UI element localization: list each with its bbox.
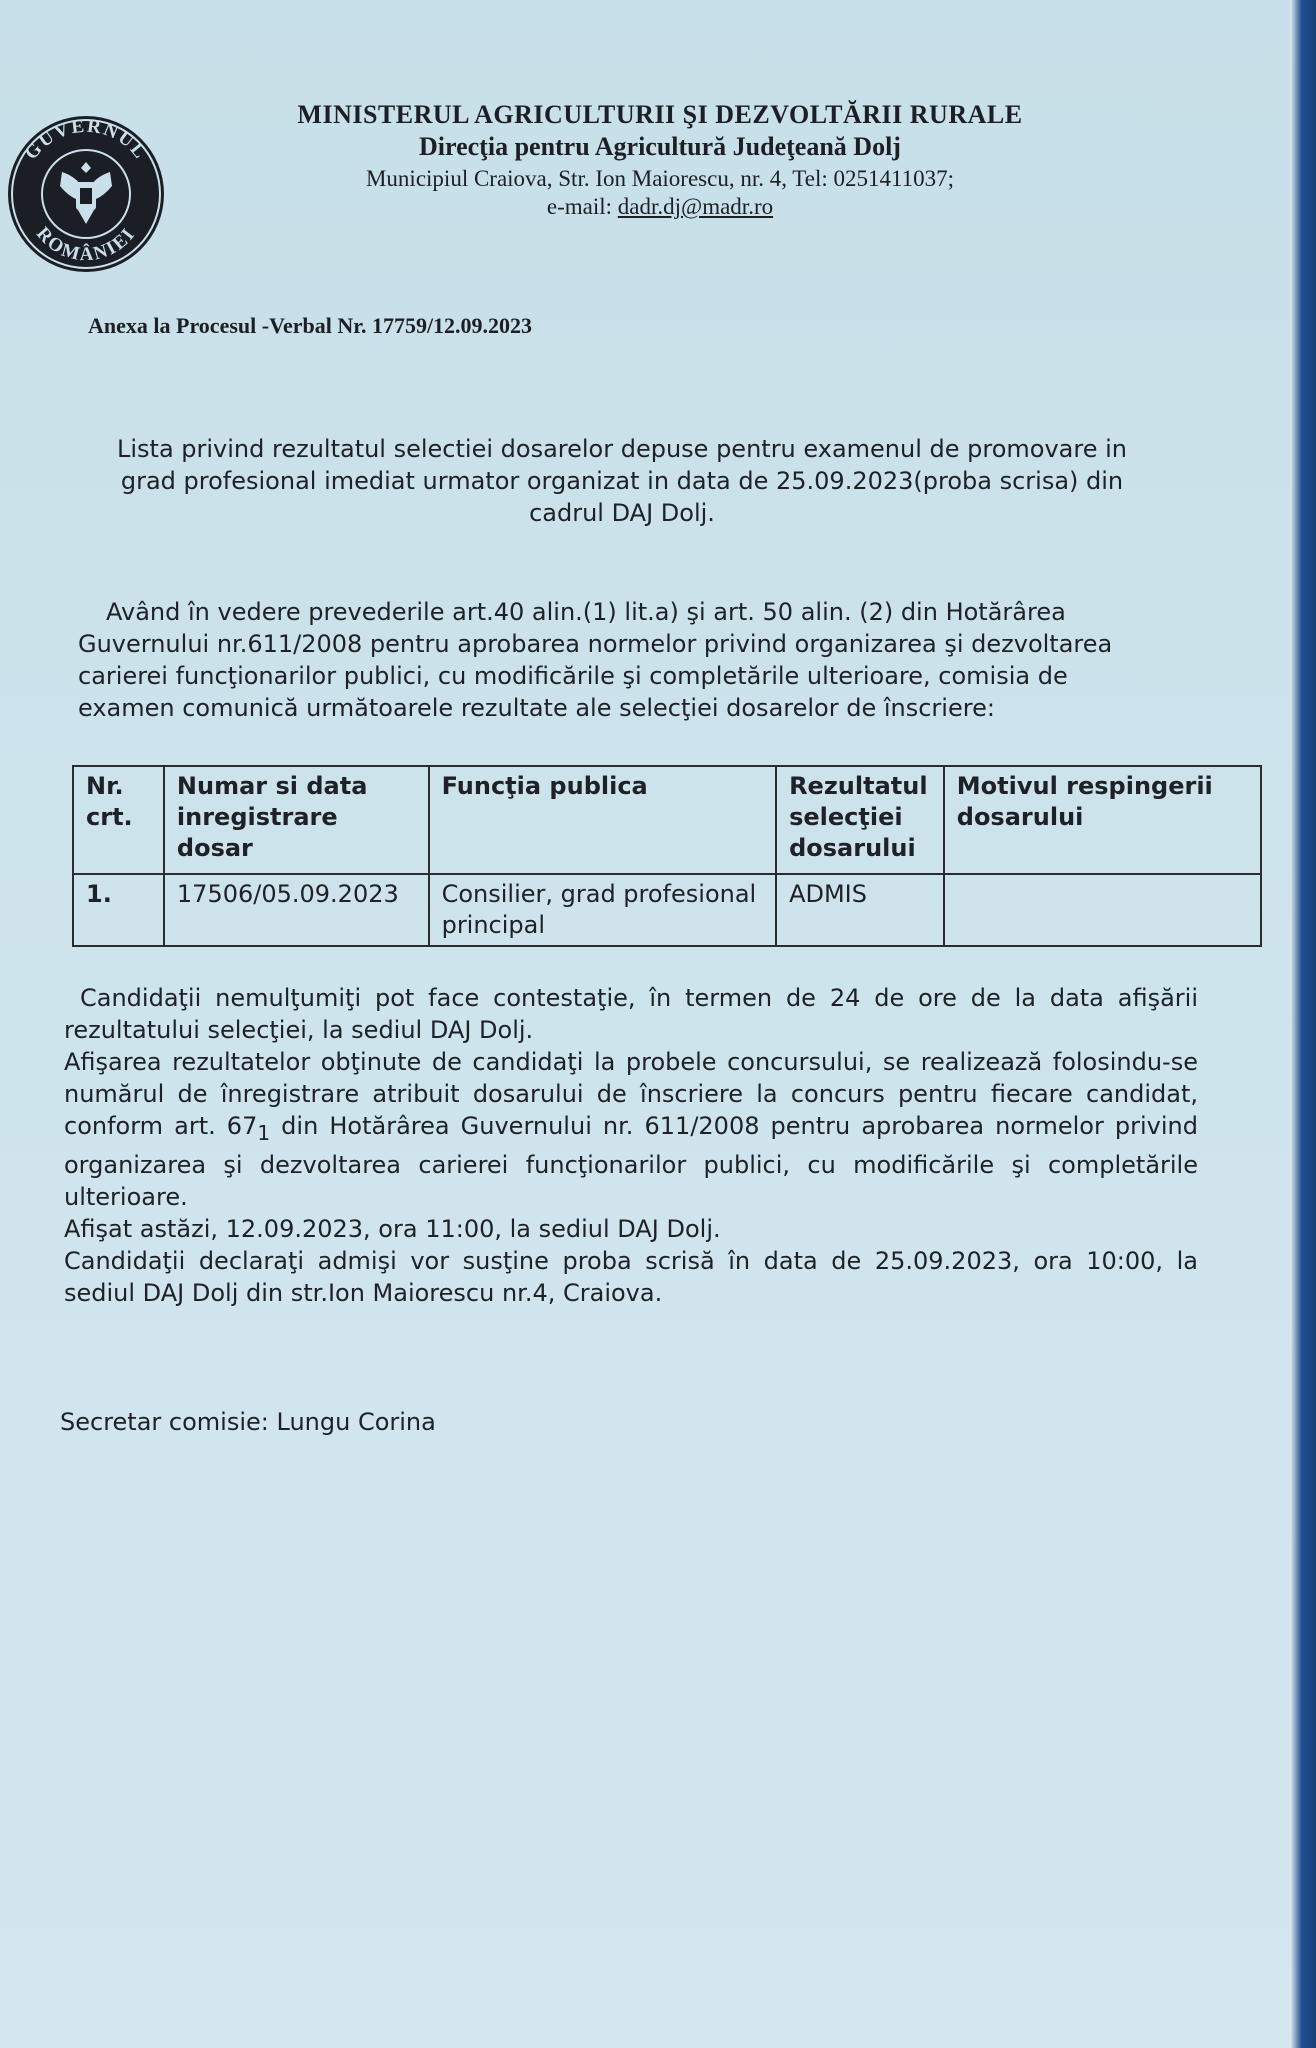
government-seal-icon	[2, 112, 170, 272]
article-subscript: 1	[257, 1120, 271, 1145]
email-line	[230, 194, 1090, 220]
table-row	[73, 874, 1261, 946]
afisat-paragraph: Afişat astăzi, 12.09.2023, ora 11:00, la sediul DAJ Dolj.	[64, 1214, 721, 1243]
intro-text: Având în vedere prevederile art.40 alin.(1) lit.a) şi art. 50 alin. (2) din Hotărârea Guvernului nr.611/2008 pentru aprobarea normelor privind organizarea şi dezvoltarea carierei funcţionarilor publici, cu modificările şi completările ulterioare, comisia de examen comunică următoarele rezultate ale selecţiei dosarelor de înscriere:	[78, 598, 1113, 722]
intro-paragraph	[78, 596, 1168, 724]
address-line: Municipiul Craiova, Str. Ion Maiorescu, nr. 4, Tel: 0251411037;	[365, 166, 955, 191]
email-link[interactable]: dadr.dj@madr.ro	[617, 194, 774, 219]
email-label: e-mail:	[546, 194, 613, 219]
table-cell: 17506/05.09.2023	[164, 874, 429, 946]
svg-text:ROMÂNIEI: ROMÂNIEI	[32, 223, 140, 266]
table-cell: 1.	[73, 874, 164, 946]
header-cell: Motivul respingerii dosarului	[944, 766, 1261, 874]
header-cell: Numar si data inregistrare dosar	[164, 766, 429, 874]
header-cell: Rezultatul selecţiei dosarului	[776, 766, 944, 874]
svg-text:GUVERNUL: GUVERNUL	[20, 115, 152, 164]
directorate-name: Direcţia pentru Agricultură Judeţeană Dolj	[419, 132, 901, 161]
afisare-paragraph	[64, 1046, 1198, 1213]
results-table	[72, 765, 1262, 947]
table-cell: Consilier, grad profesional principal	[429, 874, 777, 946]
table-cell: ADMIS	[776, 874, 944, 946]
afisare-text: Afişarea rezultatelor obţinute de candidaţi la probele concursului, se realizează folosindu-se numărul de înregistrare atribuit dosarului de înscriere la concurs pentru fiecare candidat, conform art. 67	[64, 1048, 1198, 1140]
table-header-row	[73, 766, 1261, 874]
document-header	[230, 100, 1090, 220]
subject-title: Lista privind rezultatul selectiei dosarelor depuse pentru examenul de promovare in grad profesional imediat urmator organizat in data de 25.09.2023(proba scrisa) din cadrul DAJ Dolj.	[116, 435, 1127, 527]
proba-paragraph: Candidaţii declaraţi admişi vor susţine proba scrisă în data de 25.09.2023, ora 10:00, la sediul DAJ Dolj din str.Ion Maiorescu nr.4, Craiova.	[64, 1246, 1198, 1307]
ministry-name: MINISTERUL AGRICULTURII ŞI DEZVOLTĂRII RURALE	[297, 100, 1023, 129]
afisare-text-cont: din Hotărârea Guvernului nr. 611/2008 pentru aprobarea normelor privind organizarea şi dezvoltarea carierei funcţionarilor publici, cu modificările şi completările ulterioare.	[64, 1112, 1198, 1211]
secretar-line: Secretar comisie: Lungu Corina	[60, 1408, 436, 1436]
table-cell	[944, 874, 1261, 946]
background-edge	[1290, 0, 1316, 2048]
header-cell: Funcţia publica	[429, 766, 777, 874]
annex-title: Anexa la Procesul -Verbal Nr. 17759/12.09.2023	[88, 313, 533, 338]
header-cell: Nr. crt.	[73, 766, 164, 874]
body-text	[64, 982, 1198, 1309]
contestatie-paragraph: Candidaţii nemulţumiţi pot face contestaţie, în termen de 24 de ore de la data afişării rezultatului selecţiei, la sediul DAJ Dolj.	[64, 984, 1198, 1044]
